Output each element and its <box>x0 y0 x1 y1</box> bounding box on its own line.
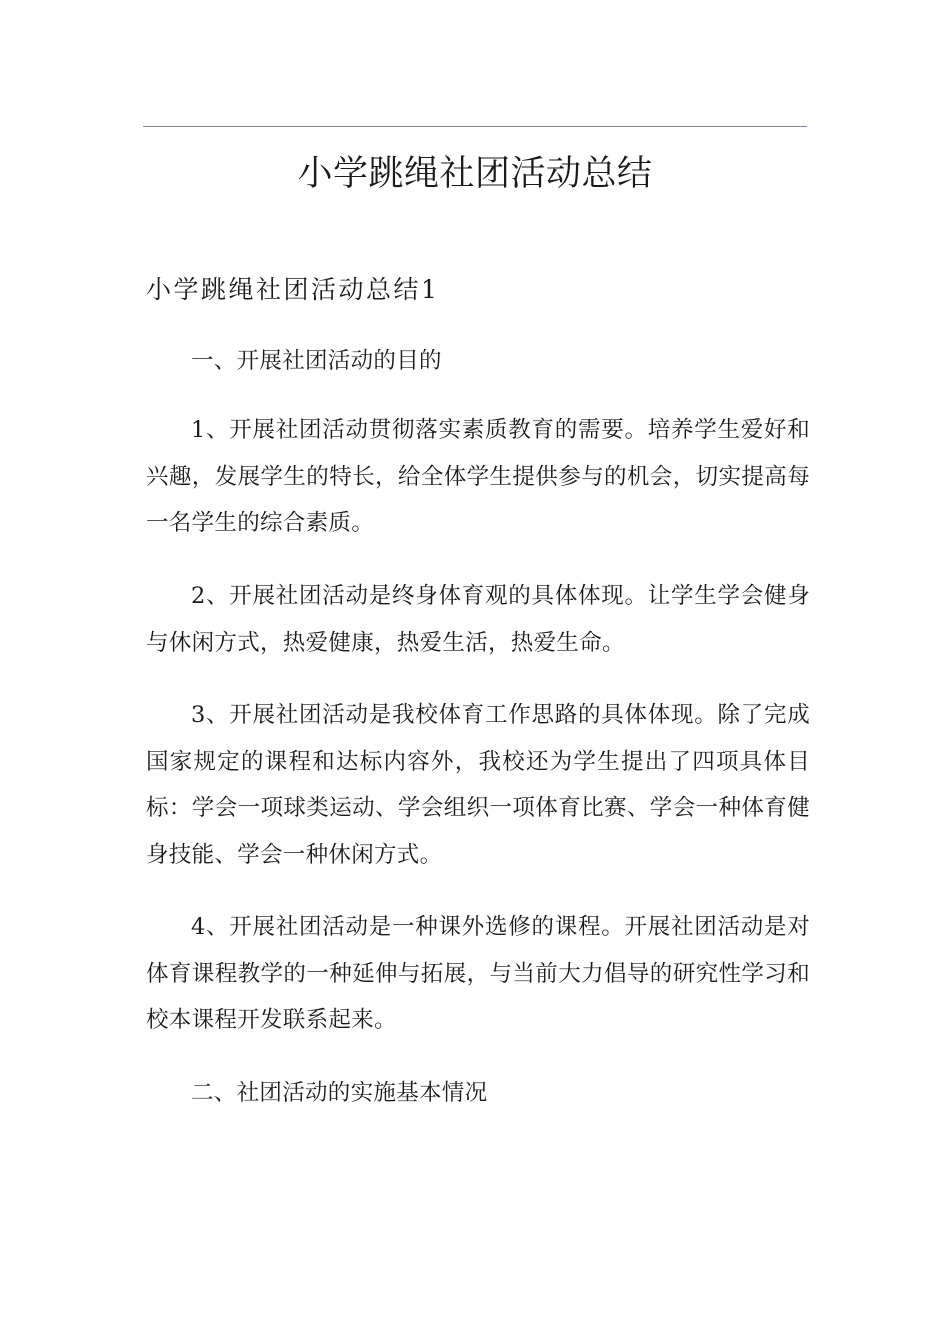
paragraph-implementation-heading: 二、社团活动的实施基本情况 <box>191 1080 488 1106</box>
paragraph-point-4: 4、开展社团活动是一种课外选修的课程。开展社团活动是对体育课程教学的一种延伸与拓展，与当前大力倡导的研究性学习和校本课程开发联系起来。 <box>146 914 810 1033</box>
header-divider <box>143 126 807 127</box>
paragraph-point-2: 2、开展社团活动是终身体育观的具体体现。让学生学会健身与休闲方式，热爱健康，热爱生活，热爱生命。 <box>146 583 810 656</box>
section-heading: 小学跳绳社团活动总结1 <box>146 275 440 304</box>
paragraph-purpose-heading: 一、开展社团活动的目的 <box>191 348 442 374</box>
paragraph-point-1: 1、开展社团活动贯彻落实素质教育的需要。培养学生爱好和兴趣，发展学生的特长，给全体学生提供参与的机会，切实提高每一名学生的综合素质。 <box>146 417 810 536</box>
paragraph-point-3: 3、开展社团活动是我校体育工作思路的具体体现。除了完成国家规定的课程和达标内容外，我校还为学生提出了四项具体目标：学会一项球类运动、学会组织一项体育比赛、学会一种体育健身技能、学会一种休闲方式。 <box>146 702 810 868</box>
document-title: 小学跳绳社团活动总结 <box>297 154 653 194</box>
